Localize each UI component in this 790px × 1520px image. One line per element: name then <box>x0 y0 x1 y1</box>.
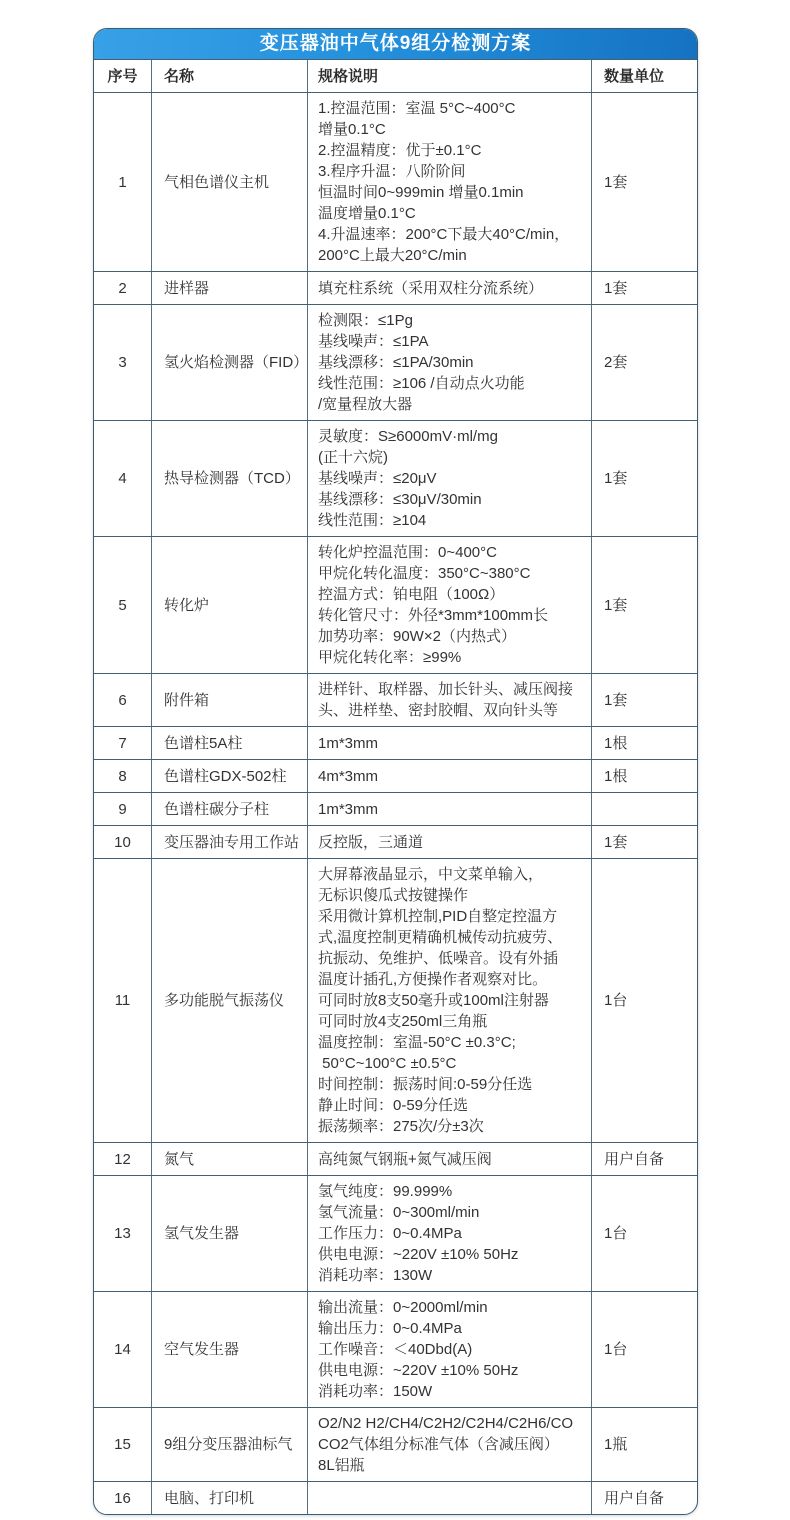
table-row <box>94 825 697 858</box>
row-number-cell: 3 <box>118 354 127 371</box>
spec-line: 1m*3mm <box>318 800 379 818</box>
spec-line: 填充柱系统（采用双柱分流系统） <box>318 279 544 297</box>
spec-line: 3.程序升温：八阶阶间 <box>318 163 466 180</box>
row-number-cell: 16 <box>114 1489 131 1507</box>
spec-line: 温度控制：室温-50°C ±0.3°C; <box>318 1034 516 1051</box>
qty-cell: 1套 <box>591 674 697 726</box>
spec-cell <box>307 727 591 759</box>
spec-line: 1.控温范围：室温 5°C~400°C <box>318 100 516 117</box>
spec-line: 基线噪声：≤20μV <box>318 470 437 487</box>
qty-cell: 用户自备 <box>591 1143 697 1175</box>
item-name-cell: 9组分变压器油标气 <box>151 1408 307 1481</box>
item-name-cell: 热导检测器（TCD） <box>151 421 307 536</box>
spec-line: 基线噪声：≤1PA <box>318 333 429 350</box>
spec-line: 供电电源：~220V ±10% 50Hz <box>318 1246 519 1263</box>
table-row <box>94 304 697 420</box>
table-row <box>94 92 697 271</box>
row-number-cell: 13 <box>114 1225 131 1242</box>
table-row <box>94 1175 697 1291</box>
table-row <box>94 1407 697 1481</box>
row-number-cell: 11 <box>114 992 131 1009</box>
row-number-cell: 8 <box>118 767 127 785</box>
header-cell-spec: 规格说明 <box>307 60 591 92</box>
spec-line: 基线漂移：≤1PA/30min <box>318 354 474 371</box>
table-row <box>94 1481 697 1514</box>
spec-cell <box>307 1482 591 1514</box>
spec-line: 4.升温速率：200°C下最大40°C/min， <box>318 226 570 243</box>
spec-line: 工作噪音：＜40Dbd(A) <box>318 1341 473 1358</box>
spec-line: 加势功率：90W×2（内热式） <box>318 628 516 645</box>
spec-line: 4m*3mm <box>318 767 379 785</box>
spec-line: (正十六烷) <box>318 449 388 466</box>
spec-line: 可同时放8支50毫升或100ml注射器 <box>318 992 549 1009</box>
spec-line: 温度计插孔,方便操作者观察对比。 <box>318 971 548 988</box>
spec-cell <box>307 537 591 673</box>
spec-line: 转化管尺寸：外径*3mm*100mm长 <box>318 607 549 624</box>
spec-line: 抗振动、免维护、低噪音。设有外插 <box>318 950 559 967</box>
spec-line: 甲烷化转化率：≥99% <box>318 649 462 666</box>
spec-cell <box>307 674 591 726</box>
spec-cell <box>307 421 591 536</box>
item-name-cell: 氢火焰检测器（FID） <box>151 305 307 420</box>
spec-line: 时间控制：振荡时间:0-59分任选 <box>318 1076 533 1093</box>
spec-line: 消耗功率：150W <box>318 1383 433 1400</box>
row-number-cell: 10 <box>114 833 131 851</box>
table-row <box>94 420 697 536</box>
qty-cell: 1套 <box>591 537 697 673</box>
qty-cell <box>591 793 697 825</box>
spec-cell <box>307 272 591 304</box>
spec-line: 大屏幕液晶显示，中文菜单输入， <box>318 866 544 883</box>
item-name-cell: 氮气 <box>151 1143 307 1175</box>
spec-cell <box>307 305 591 420</box>
spec-cell <box>307 760 591 792</box>
table-row <box>94 271 697 304</box>
spec-line: 转化炉控温范围：0~400°C <box>318 544 497 561</box>
spec-line: 振荡频率：275次/分±3次 <box>318 1118 484 1135</box>
spec-cell <box>307 793 591 825</box>
item-name-cell: 空气发生器 <box>151 1292 307 1407</box>
table-row <box>94 858 697 1142</box>
item-name-cell: 多功能脱气振荡仪 <box>151 859 307 1142</box>
item-name-cell: 色谱柱碳分子柱 <box>151 793 307 825</box>
table-title: 变压器油中气体9组分检测方案 <box>94 29 697 59</box>
spec-line: 可同时放4支250ml三角瓶 <box>318 1013 488 1030</box>
qty-cell: 1套 <box>591 826 697 858</box>
row-number-cell: 14 <box>114 1341 131 1358</box>
spec-line: 基线漂移：≤30μV/30min <box>318 491 482 508</box>
spec-line: 2.控温精度：优于±0.1°C <box>318 142 482 159</box>
table-row <box>94 1291 697 1407</box>
row-number-cell: 7 <box>118 734 127 752</box>
spec-line: 反控版，三通道 <box>318 833 424 851</box>
spec-line: 检测限：≤1Pg <box>318 312 413 329</box>
qty-cell: 1瓶 <box>591 1408 697 1481</box>
table-header-row <box>94 59 697 92</box>
item-name-cell: 色谱柱5A柱 <box>151 727 307 759</box>
qty-cell: 2套 <box>591 305 697 420</box>
qty-cell: 1台 <box>591 1176 697 1291</box>
spec-line: 输出流量：0~2000ml/min <box>318 1299 488 1316</box>
spec-line: CO2气体组分标准气体（含减压阀） <box>318 1436 559 1453</box>
spec-line: 供电电源：~220V ±10% 50Hz <box>318 1362 519 1379</box>
spec-line: 采用微计算机控制,PID自整定控温方 <box>318 908 558 925</box>
spec-line: 甲烷化转化温度：350°C~380°C <box>318 565 531 582</box>
table-row <box>94 536 697 673</box>
row-number-cell: 1 <box>118 173 127 191</box>
spec-table-panel <box>93 28 698 1515</box>
spec-line: /宽量程放大器 <box>318 396 413 413</box>
item-name-cell: 变压器油专用工作站 <box>151 826 307 858</box>
table-row <box>94 792 697 825</box>
spec-line: 恒温时间0~999min 增量0.1min <box>318 184 524 201</box>
spec-line: 增量0.1°C <box>318 121 386 138</box>
spec-line: 式,温度控制更精确机械传动抗疲劳、 <box>318 929 563 946</box>
qty-cell: 1根 <box>591 727 697 759</box>
spec-line: 静止时间：0-59分任选 <box>318 1097 469 1114</box>
qty-cell: 1台 <box>591 1292 697 1407</box>
qty-cell: 1套 <box>591 421 697 536</box>
item-name-cell: 附件箱 <box>151 674 307 726</box>
item-name-cell: 气相色谱仪主机 <box>151 93 307 271</box>
spec-cell <box>307 859 591 1142</box>
spec-line: 200°C上最大20°C/min <box>318 247 467 264</box>
table-body <box>94 92 697 1514</box>
header-cell-qty: 数量单位 <box>591 60 697 92</box>
header-cell-name: 名称 <box>151 60 307 92</box>
spec-line: 温度增量0.1°C <box>318 205 416 222</box>
spec-line: 消耗功率：130W <box>318 1267 433 1284</box>
spec-line: 高纯氮气钢瓶+氮气减压阀 <box>318 1150 492 1168</box>
qty-cell: 1台 <box>591 859 697 1142</box>
spec-line: 控温方式：铂电阻（100Ω） <box>318 586 505 603</box>
spec-line: 氢气纯度：99.999% <box>318 1183 453 1200</box>
spec-line: 灵敏度：S≥6000mV·ml/mg <box>318 428 498 445</box>
spec-line: 线性范围：≥104 <box>318 512 427 529</box>
row-number-cell: 5 <box>118 596 127 614</box>
spec-cell <box>307 1176 591 1291</box>
qty-cell: 用户自备 <box>591 1482 697 1514</box>
item-name-cell: 进样器 <box>151 272 307 304</box>
spec-cell <box>307 826 591 858</box>
spec-line: 无标识傻瓜式按键操作 <box>318 887 469 904</box>
row-number-cell: 15 <box>114 1436 131 1453</box>
row-number-cell: 9 <box>118 800 127 818</box>
spec-line: 8L铝瓶 <box>318 1457 365 1474</box>
table-row <box>94 726 697 759</box>
spec-line: O2/N2 H2/CH4/C2H2/C2H4/C2H6/CO <box>318 1415 574 1432</box>
qty-cell: 1套 <box>591 93 697 271</box>
row-number-cell: 2 <box>118 279 127 297</box>
spec-line: 氢气流量：0~300ml/min <box>318 1204 480 1221</box>
spec-line: 头、进样垫、密封胶帽、双向针头等 <box>318 702 559 719</box>
spec-line: 进样针、取样器、加长针头、减压阀接 <box>318 681 574 698</box>
row-number-cell: 6 <box>118 691 127 709</box>
item-name-cell: 色谱柱GDX-502柱 <box>151 760 307 792</box>
spec-cell <box>307 1408 591 1481</box>
spec-cell <box>307 1143 591 1175</box>
table-row <box>94 759 697 792</box>
table-row <box>94 1142 697 1175</box>
qty-cell: 1根 <box>591 760 697 792</box>
item-name-cell: 氢气发生器 <box>151 1176 307 1291</box>
qty-cell: 1套 <box>591 272 697 304</box>
spec-cell <box>307 93 591 271</box>
row-number-cell: 4 <box>118 470 127 487</box>
spec-line: 50°C~100°C ±0.5°C <box>318 1055 457 1072</box>
spec-line: 输出压力：0~0.4MPa <box>318 1320 462 1337</box>
header-cell-no: 序号 <box>107 67 138 85</box>
item-name-cell: 转化炉 <box>151 537 307 673</box>
spec-line: 线性范围：≥106 /自动点火功能 <box>318 375 525 392</box>
item-name-cell: 电脑、打印机 <box>151 1482 307 1514</box>
spec-cell <box>307 1292 591 1407</box>
row-number-cell: 12 <box>114 1150 131 1168</box>
table-row <box>94 673 697 726</box>
spec-line: 1m*3mm <box>318 734 379 752</box>
spec-line: 工作压力：0~0.4MPa <box>318 1225 462 1242</box>
